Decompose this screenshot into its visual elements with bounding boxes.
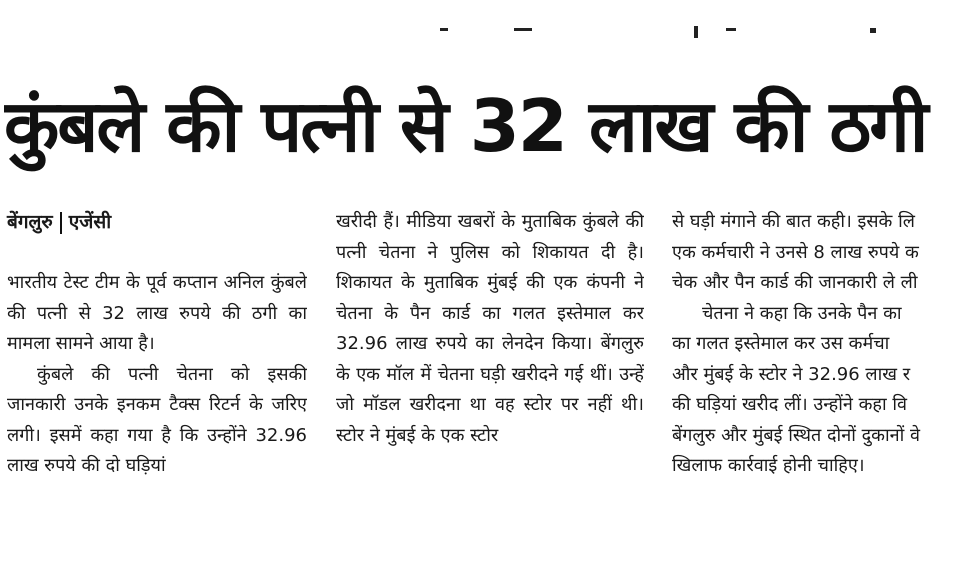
paragraph: खरीदी हैं। मीडिया खबरों के मुताबिक कुंबले की पत्नी चेतना ने पुलिस को शिकायत दी है। शिकायत के मुताबिक मुंबई की एक कंपनी ने चेतना के पैन कार्ड का गलत इस्तेमाल कर 32.96 लाख रुपये का लेनदेन किया। बेंगलुरु के एक मॉल में चेतना घड़ी खरीदने गई थीं। उन्हें जो मॉडल खरीदना था वह स्टोर पर नहीं थी। स्टोर ने मुंबई के एक स्टोर [336, 211, 644, 446]
text-line: चेक और पैन कार्ड की जानकारी ले ली [672, 272, 918, 293]
byline-source: एजेंसी [68, 211, 112, 233]
article-column-3 [672, 207, 970, 507]
article-column-1 [7, 268, 307, 568]
column3-lines-block-1 [672, 207, 970, 299]
byline [7, 207, 111, 237]
paragraph: कुंबले की पत्नी चेतना को इसकी जानकारी उनके इनकम टैक्स रिटर्न के जरिए लगी। इसमें कहा गया है कि उन्होंने 32.96 लाख रुपये की दो घड़ियां [7, 363, 307, 476]
text-line: की घड़ियां खरीद लीं। उन्होंने कहा वि [672, 394, 908, 415]
text-line: और मुंबई के स्टोर ने 32.96 लाख र [672, 363, 911, 385]
column3-lines-block-2 [672, 299, 970, 482]
text-line: का गलत इस्तेमाल कर उस कर्मचा [672, 333, 890, 354]
text-line: एक कर्मचारी ने उनसे 8 लाख रुपये क [672, 241, 919, 263]
headline: कुंबले की पत्नी से 32 लाख की ठगी [4, 84, 927, 168]
byline-location: बेंगलुरु [7, 211, 53, 233]
text-line: चेतना ने कहा कि उनके पैन का [702, 302, 902, 324]
text-line: बेंगलुरु और मुंबई स्थित दोनों दुकानों वे [672, 424, 921, 446]
text-line: से घड़ी मंगाने की बात कही। इसके लि [672, 211, 915, 232]
clipped-previous-text-strip [0, 0, 970, 44]
byline-separator [60, 212, 62, 234]
article-column-2 [336, 207, 644, 507]
paragraph: भारतीय टेस्ट टीम के पूर्व कप्तान अनिल कुंबले की पत्नी से 32 लाख रुपये की ठगी का मामला सामने आया है। [7, 272, 307, 354]
text-line: खिलाफ कार्रवाई होनी चाहिए। [672, 455, 865, 476]
